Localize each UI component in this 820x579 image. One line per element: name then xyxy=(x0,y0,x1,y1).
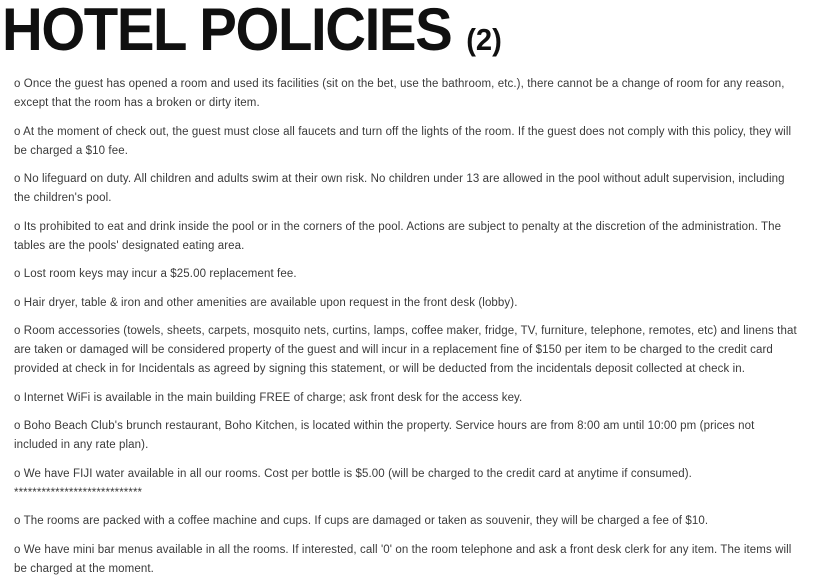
page-title-text: HOTEL POLICIES xyxy=(2,0,452,63)
policy-item-checkout-faucets: o At the moment of check out, the guest must close all faucets and turn off the lights of the room. If the guest does not comply with this policy, they will be charged a $10 fee. xyxy=(14,125,792,157)
policy-item-amenities-request: o Hair dryer, table & iron and other amenities are available upon request in the front desk (lobby). xyxy=(14,296,518,309)
policy-list xyxy=(0,62,812,579)
policy-item-no-lifeguard: o No lifeguard on duty. All children and adults swim at their own risk. No children under 13 are allowed in the pool without adult supervision, including the children's pool. xyxy=(14,173,785,204)
policy-item-room-accessories: o Room accessories (towels, sheets, carpets, mosquito nets, curtins, lamps, coffee maker, fridge, TV, furniture, telephone, remotes, etc) and linens that are taken or damaged will be considered property of the guest and will incur in a replacement fine of $150 per item to be charged to the credit card provided at check in for Incidentals as agreed by signing this statement, or will be deducted from the incidentals deposit collected at check in. xyxy=(14,325,797,375)
policy-item-lost-keys: o Lost room keys may incur a $25.00 replacement fee. xyxy=(14,268,297,280)
policy-item-pool-eating: o Its prohibited to eat and drink inside the pool or in the corners of the pool. Actions are subject to penalty at the discretion of the administration. The tables are the pools' designated eating area. xyxy=(14,220,782,252)
page-title-suffix: (2) xyxy=(466,22,502,57)
policy-item-mini-bar: o We have mini bar menus available in all the rooms. If interested, call '0' on the room telephone and ask a front desk clerk for any item. The items will be charged at the moment. xyxy=(14,543,792,575)
page-title xyxy=(2,0,502,70)
policy-item-brunch-restaurant: o Boho Beach Club's brunch restaurant, Boho Kitchen, is located within the property. Service hours are from 8:00 am until 10:00 pm (prices not included in any rate plan). xyxy=(14,420,755,451)
policy-item-coffee-machine: o The rooms are packed with a coffee machine and cups. If cups are damaged or taken as souvenir, they will be charged a fee of $10. xyxy=(14,515,709,527)
policy-item-fiji-water: o We have FIJI water available in all our rooms. Cost per bottle is $5.00 (will be charged to the credit card at anytime if consumed). **************************** xyxy=(14,467,692,499)
title-row xyxy=(0,0,820,62)
policy-item-room-change: o Once the guest has opened a room and used its facilities (sit on the bet, use the bathroom, etc.), there cannot be a change of room for any reason, except that the room has a broken or dirty item. xyxy=(14,78,785,109)
policy-item-internet-wifi: o Internet WiFi is available in the main building FREE of charge; ask front desk for the access key. xyxy=(14,391,523,404)
